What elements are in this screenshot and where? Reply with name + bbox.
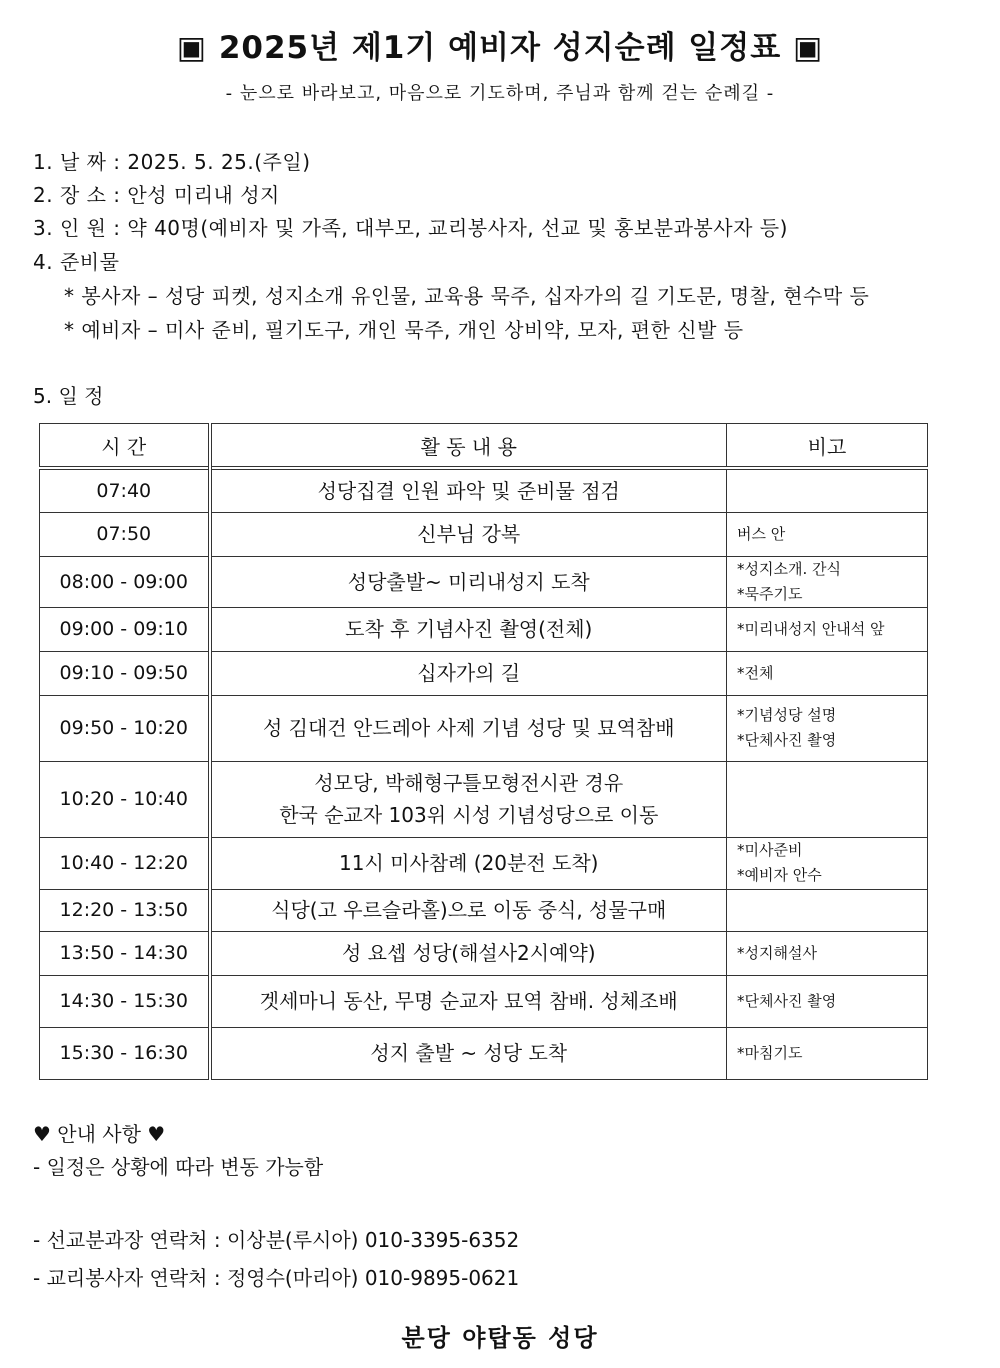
schedule-note	[727, 889, 928, 931]
schedule-row	[40, 607, 928, 651]
activity-line: 성 요셉 성당(해설사2시예약)	[341, 941, 596, 965]
activity-line: 신부님 강복	[417, 522, 521, 546]
note-line: *미사준비	[737, 841, 803, 859]
schedule-table	[39, 423, 928, 1080]
schedule-activity	[210, 889, 727, 931]
schedule-time: 10:20 - 10:40	[40, 761, 210, 837]
activity-line: 성지 출발 ~ 성당 도착	[370, 1041, 568, 1065]
schedule-activity	[210, 607, 727, 651]
info-people: 3. 인 원 : 약 40명(예비자 및 가족, 대부모, 교리봉사자, 선교 및 홍보분과봉사자 등)	[33, 216, 788, 240]
schedule-note	[727, 975, 928, 1027]
schedule-time: 09:50 - 10:20	[40, 695, 210, 761]
schedule-row	[40, 468, 928, 512]
info-date: 1. 날 짜 : 2025. 5. 25.(주일)	[33, 150, 311, 174]
schedule-row	[40, 889, 928, 931]
schedule-time: 09:00 - 09:10	[40, 607, 210, 651]
schedule-time: 07:50	[40, 512, 210, 556]
schedule-activity	[210, 651, 727, 695]
note-line: *전체	[737, 663, 774, 682]
note-line: *예비자 안수	[737, 866, 822, 884]
schedule-time: 12:20 - 13:50	[40, 889, 210, 931]
schedule-row	[40, 837, 928, 889]
parish-name: 분당 야탑동 성당	[401, 1324, 599, 1352]
schedule-note	[727, 512, 928, 556]
notice-contact-catechist: - 교리봉사자 연락처 : 정영수(마리아) 010-9895-0621	[33, 1266, 520, 1290]
activity-line: 성모당, 박해형구틀모형전시관 경유	[314, 771, 624, 795]
notice-title: ♥ 안내 사항 ♥	[33, 1122, 166, 1146]
info-prep-catechumen: * 예비자 – 미사 준비, 필기도구, 개인 묵주, 개인 상비약, 모자, 편한 신발 등	[64, 318, 744, 342]
schedule-row	[40, 556, 928, 607]
note-line: *미리내성지 안내석 앞	[737, 619, 885, 638]
schedule-time: 07:40	[40, 468, 210, 512]
schedule-note	[727, 931, 928, 975]
note-line: *마침기도	[737, 1043, 803, 1062]
schedule-row	[40, 1027, 928, 1079]
schedule-row	[40, 761, 928, 837]
note-line: *묵주기도	[737, 584, 803, 603]
notice-contact-mission: - 선교분과장 연락처 : 이상분(루시아) 010-3395-6352	[33, 1228, 520, 1252]
activity-line: 겟세마니 동산, 무명 순교자 묘역 참배. 성체조배	[259, 989, 678, 1013]
schedule-row	[40, 695, 928, 761]
notice-change: - 일정은 상황에 따라 변동 가능함	[33, 1155, 324, 1179]
schedule-time: 13:50 - 14:30	[40, 931, 210, 975]
note-line: *기념성당 설명	[737, 706, 837, 724]
schedule-time: 14:30 - 15:30	[40, 975, 210, 1027]
activity-line: 도착 후 기념사진 촬영(전체)	[345, 617, 593, 641]
schedule-activity	[210, 931, 727, 975]
schedule-time: 09:10 - 09:50	[40, 651, 210, 695]
schedule-activity	[210, 975, 727, 1027]
schedule-row	[40, 931, 928, 975]
schedule-time: 10:40 - 12:20	[40, 837, 210, 889]
schedule-activity	[210, 695, 727, 761]
activity-line: 십자가의 길	[417, 661, 521, 685]
activity-line: 식당(고 우르슬라홀)으로 이동 중식, 성물구매	[271, 898, 667, 922]
schedule-note	[727, 468, 928, 512]
page-subtitle: - 눈으로 바라보고, 마음으로 기도하며, 주님과 함께 걷는 순례길 -	[225, 83, 775, 104]
note-line: *성지소개. 간식	[737, 559, 841, 578]
note-line: 버스 안	[737, 524, 786, 543]
schedule-header-row	[40, 424, 928, 469]
schedule-note	[727, 556, 928, 607]
schedule-activity	[210, 468, 727, 512]
schedule-note	[727, 837, 928, 889]
info-prep-title: 4. 준비물	[33, 250, 120, 274]
schedule-note	[727, 695, 928, 761]
schedule-note	[727, 761, 928, 837]
schedule-time: 15:30 - 16:30	[40, 1027, 210, 1079]
schedule-activity	[210, 1027, 727, 1079]
activity-line: 성 김대건 안드레아 사제 기념 성당 및 묘역참배	[262, 716, 675, 740]
schedule-heading: 5. 일 정	[33, 384, 104, 408]
note-line: *성지해설사	[737, 943, 817, 962]
activity-line: 성당집결 인원 파악 및 준비물 점검	[317, 478, 620, 503]
page-title: ▣ 2025년 제1기 예비자 성지순례 일정표 ▣	[176, 30, 824, 66]
header-activity: 활 동 내 용	[210, 424, 727, 469]
activity-line: 11시 미사참례 (20분전 도착)	[339, 851, 599, 875]
header-time: 시 간	[40, 424, 210, 469]
note-line: *단체사진 촬영	[737, 731, 837, 749]
schedule-row	[40, 975, 928, 1027]
schedule-activity	[210, 761, 727, 837]
note-line: *단체사진 촬영	[737, 991, 837, 1010]
schedule-body	[40, 468, 928, 1079]
info-prep-volunteer: * 봉사자 – 성당 피켓, 성지소개 유인물, 교육용 묵주, 십자가의 길 기도문, 명찰, 현수막 등	[64, 284, 870, 308]
schedule-activity	[210, 512, 727, 556]
header-note: 비고	[727, 424, 928, 469]
activity-line: 성당출발~ 미리내성지 도착	[347, 569, 590, 594]
schedule-activity	[210, 556, 727, 607]
schedule-time: 08:00 - 09:00	[40, 556, 210, 607]
schedule-note	[727, 1027, 928, 1079]
schedule-note	[727, 607, 928, 651]
info-place: 2. 장 소 : 안성 미리내 성지	[33, 183, 280, 207]
schedule-row	[40, 512, 928, 556]
activity-line: 한국 순교자 103위 시성 기념성당으로 이동	[279, 803, 659, 827]
schedule-activity	[210, 837, 727, 889]
schedule-note	[727, 651, 928, 695]
schedule-row	[40, 651, 928, 695]
